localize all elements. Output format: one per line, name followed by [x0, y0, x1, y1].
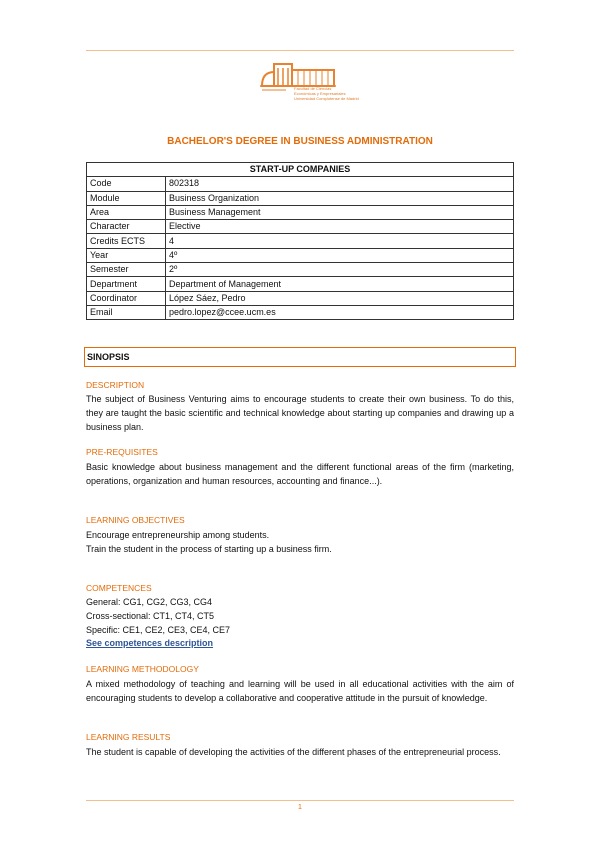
- description-text: The subject of Business Venturing aims to encourage students to create their own business. To do this, they are taught the basic scientific and technical knowledge about starting up companies and drawing up a business plan.: [86, 394, 514, 433]
- results-text: The student is capable of developing the activities of the different phases of the entrepreneurial process.: [86, 747, 501, 757]
- faculty-building-icon: [256, 60, 359, 110]
- footer-rule: [86, 800, 514, 801]
- row-value: Elective: [166, 220, 514, 234]
- logo-line: Universidad Complutense de Madrid: [294, 96, 359, 101]
- header-rule: [86, 50, 514, 51]
- competences-heading: COMPETENCES: [86, 583, 152, 593]
- table-row: [87, 277, 514, 291]
- row-label: Year: [87, 248, 166, 262]
- faculty-logo: [256, 60, 359, 110]
- row-label: Credits ECTS: [87, 234, 166, 248]
- objective-item: Encourage entrepreneurship among students.: [86, 530, 270, 540]
- table-row: [87, 291, 514, 305]
- row-value: 802318: [166, 177, 514, 191]
- competences-general: General: CG1, CG2, CG3, CG4: [86, 597, 213, 607]
- sinopsis-header: SINOPSIS: [84, 347, 516, 367]
- table-row: [87, 263, 514, 277]
- competences-description-link[interactable]: See competences description: [86, 638, 214, 648]
- table-row: [87, 305, 514, 319]
- results-heading: LEARNING RESULTS: [86, 732, 171, 742]
- row-value: 4: [166, 234, 514, 248]
- competences-specific: Specific: CE1, CE2, CE3, CE4, CE7: [86, 625, 231, 635]
- row-label: Code: [87, 177, 166, 191]
- logo-line: Facultad de Ciencias: [294, 86, 332, 91]
- row-value: Department of Management: [166, 277, 514, 291]
- degree-title: BACHELOR'S DEGREE IN BUSINESS ADMINISTRATION: [167, 136, 433, 147]
- table-row: [87, 220, 514, 234]
- course-name: START-UP COMPANIES: [87, 163, 514, 177]
- competences-cross: Cross-sectional: CT1, CT4, CT5: [86, 611, 215, 621]
- row-value: 4º: [166, 248, 514, 262]
- row-value: Business Organization: [166, 191, 514, 205]
- prerequisites-text: Basic knowledge about business management and the different functional areas of the firm (marketing, operations, organization and human resources, accounting and finance...).: [86, 462, 514, 487]
- methodology-text: A mixed methodology of teaching and learning will be used in all educational activities with the aim of encouraging students to develop a collaborative and cooperative attitude in the pursuit of knowledge.: [86, 679, 514, 704]
- row-label: Semester: [87, 263, 166, 277]
- objectives-heading: LEARNING OBJECTIVES: [86, 515, 185, 525]
- description-heading: DESCRIPTION: [86, 380, 145, 390]
- row-value: pedro.lopez@ccee.ucm.es: [166, 305, 514, 319]
- table-header-row: [87, 163, 514, 177]
- course-info-table: [86, 162, 514, 320]
- table-row: [87, 205, 514, 219]
- row-label: Email: [87, 305, 166, 319]
- row-value: Business Management: [166, 205, 514, 219]
- table-row: [87, 234, 514, 248]
- table-row: [87, 191, 514, 205]
- row-value: 2º: [166, 263, 514, 277]
- objective-item: Train the student in the process of starting up a business firm.: [86, 544, 332, 554]
- logo-text: [294, 86, 359, 101]
- row-value: López Sáez, Pedro: [166, 291, 514, 305]
- prerequisites-heading: PRE-REQUISITES: [86, 447, 158, 457]
- page-number: 1: [298, 804, 302, 811]
- row-label: Area: [87, 205, 166, 219]
- row-label: Character: [87, 220, 166, 234]
- table-row: [87, 177, 514, 191]
- methodology-heading: LEARNING METHODOLOGY: [86, 664, 199, 674]
- row-label: Module: [87, 191, 166, 205]
- row-label: Department: [87, 277, 166, 291]
- logo-line: Económicas y Empresariales: [294, 91, 346, 96]
- table-row: [87, 248, 514, 262]
- row-label: Coordinator: [87, 291, 166, 305]
